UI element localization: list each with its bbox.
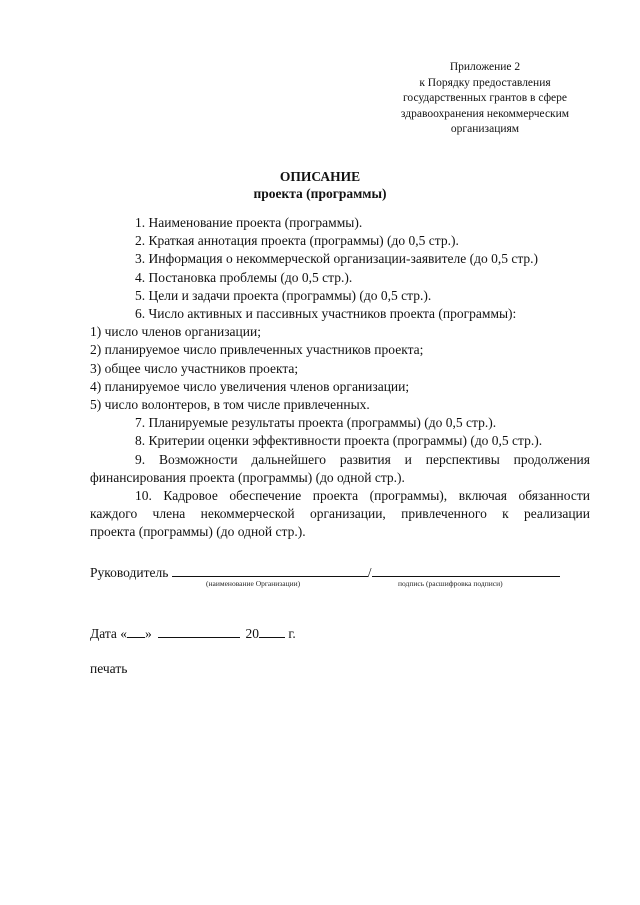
list-subitem: 1) число членов организации; — [90, 324, 261, 340]
date-day-field[interactable] — [127, 624, 145, 638]
appendix-line: организациям — [450, 123, 520, 135]
list-subitem: 3) общее число участников проекта; — [90, 360, 299, 376]
appendix-line: государственных грантов в сфере — [402, 92, 568, 104]
list-item: 10. Кадровое обеспечение проекта (программы), включая обязанности — [135, 488, 590, 504]
appendix-line: здравоохранения некоммерческим — [400, 107, 570, 120]
list-item-continuation: финансирования проекта (программы) (до одной стр.). — [90, 469, 405, 485]
list-item-continuation: проекта (программы) (до одной стр.). — [90, 524, 306, 540]
document-title — [0, 168, 640, 202]
signature-caption: подпись (расшифровка подписи) — [398, 579, 503, 588]
organization-name-caption: (наименование Организации) — [206, 579, 301, 588]
title-sub: проекта (программы) — [253, 186, 387, 201]
organization-name-field[interactable] — [172, 563, 368, 577]
appendix-line: Приложение 2 — [449, 61, 521, 73]
list-item: 9. Возможности дальнейшего развития и перспективы продолжения — [135, 451, 590, 467]
list-item: 2. Краткая аннотация проекта (программы) (до 0,5 стр.). — [135, 233, 459, 249]
date-year-field[interactable] — [259, 624, 285, 638]
document-body — [90, 214, 590, 542]
list-item: 6. Число активных и пассивных участников проекта (программы): — [135, 306, 517, 322]
list-subitem: 2) планируемое число привлеченных участников проекта; — [90, 342, 424, 358]
list-subitem: 5) число волонтеров, в том числе привлеченных. — [90, 397, 370, 413]
list-item: 8. Критерии оценки эффективности проекта (программы) (до 0,5 стр.). — [135, 433, 543, 449]
date-year-prefix: 20 — [245, 626, 260, 641]
seal-label: печать — [90, 661, 128, 676]
signature-separator: / — [367, 565, 372, 580]
appendix-line: к Порядку предоставления — [419, 76, 551, 89]
list-item-continuation: каждого члена некоммерческой организации, привлеченного к реализации — [90, 506, 590, 522]
appendix-header — [380, 60, 590, 138]
date-label: Дата « — [90, 626, 128, 641]
title-main: ОПИСАНИЕ — [279, 169, 361, 184]
list-item: 1. Наименование проекта (программы). — [135, 215, 363, 230]
date-close-quote: » — [145, 626, 152, 641]
list-item: 5. Цели и задачи проекта (программы) (до 0,5 стр.). — [135, 287, 432, 303]
date-month-field[interactable] — [158, 624, 240, 638]
list-item: 3. Информация о некоммерческой организации-заявителе (до 0,5 стр.) — [135, 251, 539, 267]
signature-field[interactable] — [372, 563, 560, 577]
signature-label: Руководитель — [90, 565, 169, 580]
list-item: 7. Планируемые результаты проекта (программы) (до 0,5 стр.). — [135, 415, 497, 431]
date-year-suffix: г. — [288, 626, 296, 641]
list-item: 4. Постановка проблемы (до 0,5 стр.). — [135, 269, 353, 285]
list-subitem: 4) планируемое число увеличения членов организации; — [90, 378, 410, 394]
date-row — [90, 624, 296, 643]
